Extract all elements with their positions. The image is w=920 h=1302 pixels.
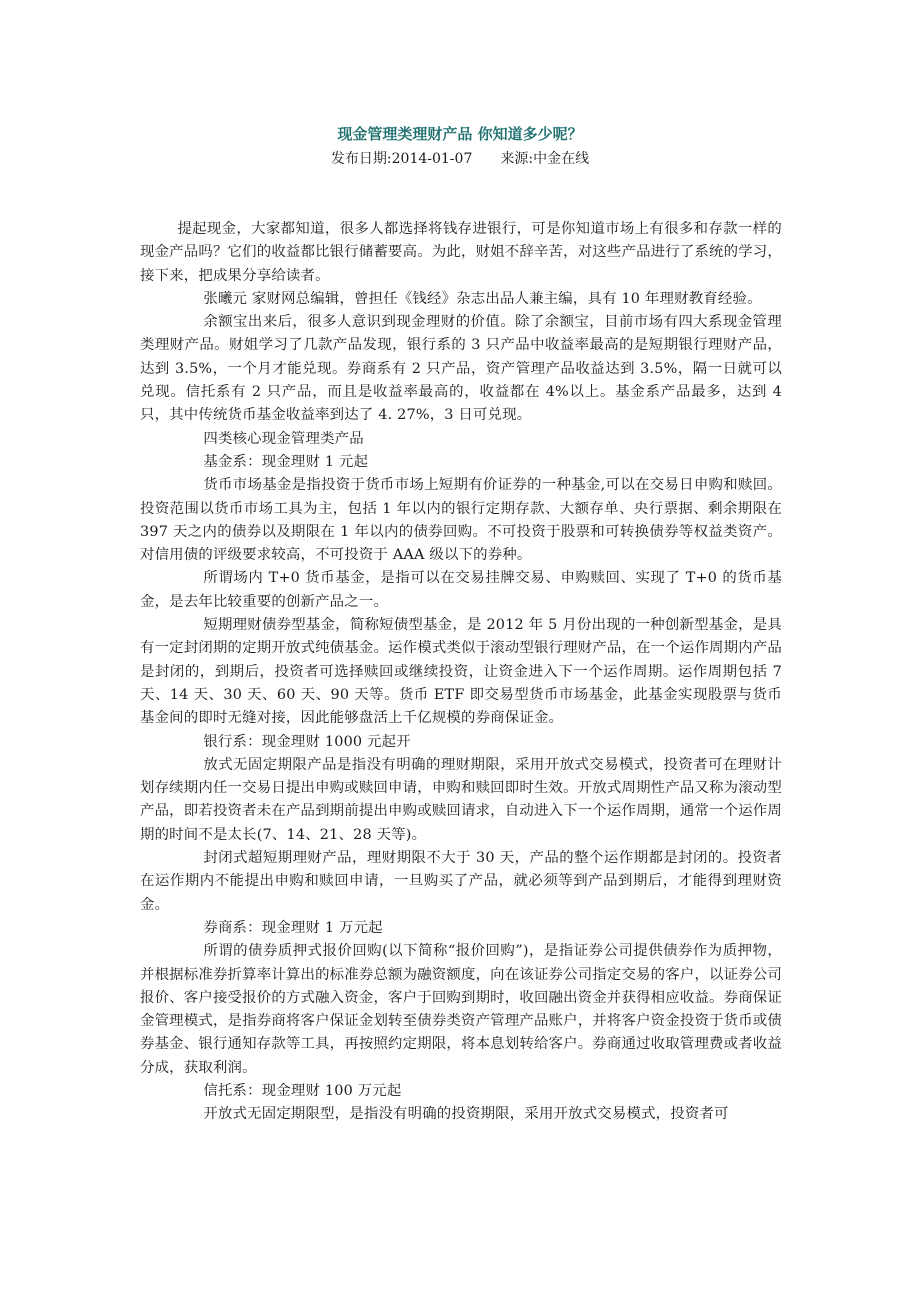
paragraph: 所谓场内 T+0 货币基金，是指可以在交易挂牌交易、申购赎回、实现了 T+0 的货币基金，是去年比较重要的创新产品之一。 [140,570,782,610]
paragraph: 余额宝出来后，很多人意识到现金理财的价值。除了余额宝，目前市场有四大系现金管理类理财产品。财姐学习了几款产品发现，银行系的 3 只产品中收益率最高的是短期银行理财产品，达到 3.5%，一个月才能兑现。券商系有 2 只产品，资产管理产品收益达到 3.5%，隔一日就可以兑现。信托系有 2 只产品，而且是收益率最高的，收益都在 4%以上。基金系产品最多，达到 4 只，其中传统货币基金收益率到达了 4. 27%，3 日可兑现。 [140,314,782,424]
paragraph: 张曦元 家财网总编辑，曾担任《钱经》杂志出品人兼主编，具有 10 年理财教育经验。 [203,290,762,307]
paragraph: 提起现金，大家都知道，很多人都选择将钱存进银行，可是你知道市场上有很多和存款一样的现金产品吗？它们的收益都比银行储蓄要高。为此，财姐不辞辛苦，对这些产品进行了系统的学习，接下来，把成果分享给读者。 [140,221,782,284]
paragraph: 短期理财债券型基金，简称短债型基金，是 2012 年 5 月份出现的一种创新型基金，是具有一定封闭期的定期开放式纯债基金。运作模式类似于滚动型银行理财产品，在一个运作周期内产品是封闭的，到期后，投资者可选择赎回或继续投资，让资金进入下一个运作周期。运作周期包括 7 天、14 天、30 天、60 天、90 天等。货币 ETF 即交易型货币市场基金，此基金实现股票与货币基金间的即时无缝对接，因此能够盘活上千亿规模的券商保证金。 [140,617,782,727]
paragraph: 货币市场基金是指投资于货币市场上短期有价证券的一种基金,可以在交易日申购和赎回。投资范围以货币市场工具为主，包括 1 年以内的银行定期存款、大额存单、央行票据、剩余期限在 397 天之内的债券以及期限在 1 年以内的债券回购。不可投资于股票和可转换债券等权益类资产。对信用债的评级要求较高，不可投资于 AAA 级以下的券种。 [140,477,782,564]
section-heading: 四类核心现金管理类产品 [203,430,364,447]
publish-date: 发布日期:2014-01-07 [330,151,473,167]
section-heading: 基金系：现金理财 1 元起 [203,453,369,470]
paragraph: 开放式无固定期限型，是指没有明确的投资期限，采用开放式交易模式，投资者可 [203,1106,729,1123]
paragraph: 所谓的债券质押式报价回购(以下简称“报价回购”)，是指证券公司提供债券作为质押物，并根据标准券折算率计算出的标准券总额为融资额度，向在该证券公司指定交易的客户，以证券公司报价、客户接受报价的方式融入资金，客户于回购到期时，收回融出资金并获得相应收益。券商保证金管理模式，是指券商将客户保证金划转至债券类资产管理产品账户，并将客户资金投资于货币或债券基金、银行通知存款等工具，再按照约定期限，将本息划转给客户。券商通过收取管理费或者收益分成，获取利润。 [140,943,782,1076]
section-heading: 银行系：现金理财 1000 元起开 [203,733,411,750]
paragraph: 封闭式超短期理财产品，理财期限不大于 30 天，产品的整个运作期都是封闭的。投资者在运作期内不能提出申购和赎回申请，一旦购买了产品，就必须等到产品到期后，才能得到理财资金。 [140,850,782,913]
paragraph: 放式无固定期限产品是指没有明确的理财期限，采用开放式交易模式，投资者可在理财计划存续期内任一交易日提出申购或赎回申请，申购和赎回即时生效。开放式周期性产品又称为滚动型产品，即若投资者未在产品到期前提出申购或赎回请求，自动进入下一个运作周期，通常一个运作周期的时间不是太长(7、14、21、28 天等)。 [140,756,782,843]
article-body [140,218,782,1127]
article-meta [0,149,920,169]
article-title: 现金管理类理财产品 你知道多少呢？ [337,125,583,143]
section-heading: 券商系：现金理财 1 万元起 [203,919,383,936]
article-source: 来源:中金在线 [500,151,590,167]
section-heading: 信托系：现金理财 100 万元起 [203,1082,402,1099]
